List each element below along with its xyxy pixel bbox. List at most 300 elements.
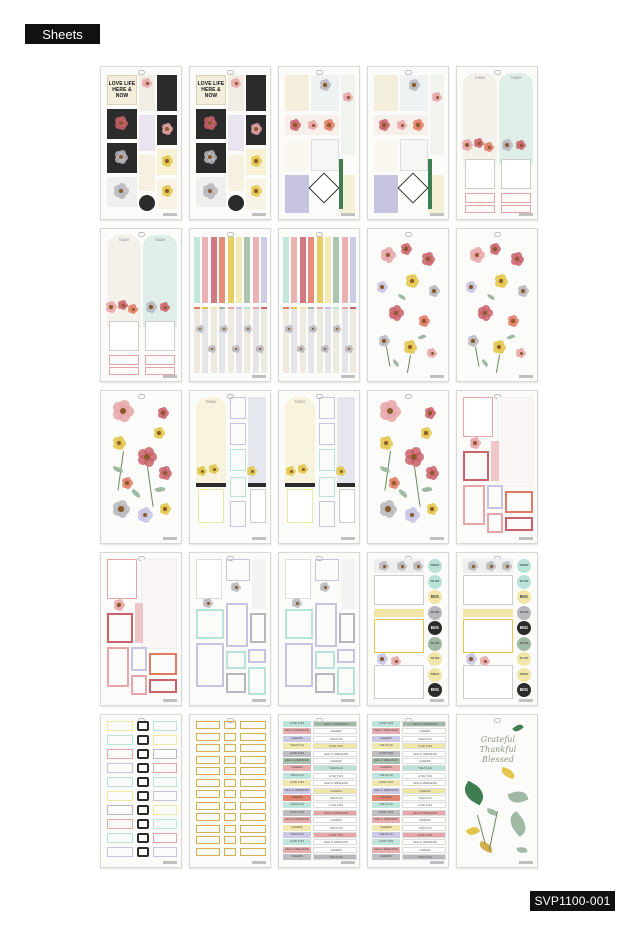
flower-center	[469, 285, 473, 289]
sticker-label: THE PLAN	[329, 767, 343, 771]
flower-icon	[118, 300, 128, 310]
sticker-label: THE PLAN	[379, 803, 393, 807]
flower-icon	[502, 561, 512, 571]
flower-icon	[285, 325, 293, 333]
washi-strip	[325, 307, 331, 373]
flower-icon	[426, 503, 438, 515]
page-title: Sheets	[42, 26, 83, 42]
frame	[463, 485, 485, 525]
frame	[107, 647, 129, 687]
frame	[196, 609, 224, 639]
washi-strip	[194, 307, 200, 373]
sticker-label: TO DO	[519, 641, 529, 645]
sticker-label: BIG	[519, 688, 529, 692]
word-strip	[402, 751, 446, 757]
flower-center	[163, 507, 167, 511]
check-box	[137, 735, 149, 745]
flower-center	[385, 506, 390, 511]
diamond-frame	[308, 172, 339, 203]
frame	[248, 649, 266, 663]
flower-center	[469, 657, 473, 661]
gold-box	[240, 756, 266, 764]
gold-box	[240, 721, 266, 729]
flower-center	[473, 441, 477, 445]
flower-center	[484, 660, 487, 663]
sticker-label: HELLO WEEKEND	[285, 847, 309, 851]
brand-logo-icon	[341, 375, 355, 378]
sticker-label: CHEERS	[330, 848, 342, 852]
flower-center	[428, 411, 432, 415]
word-strip	[372, 788, 400, 794]
sticker-label: CHEERS	[380, 796, 392, 799]
flower-icon	[203, 116, 217, 130]
box-outline	[107, 721, 133, 731]
flower-icon	[412, 119, 424, 131]
word-strip	[313, 736, 357, 742]
washi-strip	[300, 237, 306, 303]
frame	[505, 517, 533, 531]
frame	[319, 477, 335, 497]
sticker-sheet	[456, 552, 538, 706]
frame	[248, 667, 266, 695]
gold-box	[196, 744, 220, 752]
leaf-icon	[466, 825, 480, 838]
flower-center	[380, 285, 384, 289]
sticker-label: THE PLAN	[329, 826, 343, 830]
flower-icon	[420, 427, 432, 439]
flower-icon	[379, 400, 401, 422]
flower-icon	[465, 281, 477, 293]
frame	[465, 159, 495, 189]
lavender-tag	[139, 115, 155, 151]
sticker-label: HELLO WEEKEND	[413, 782, 437, 786]
stem	[414, 467, 421, 507]
leaf-icon	[487, 294, 496, 300]
flower-center	[302, 468, 305, 471]
panel	[311, 139, 339, 171]
word-strip	[402, 854, 446, 860]
round-sticker	[517, 559, 531, 573]
gold-box	[240, 733, 266, 741]
flower-icon	[202, 183, 218, 199]
frame	[226, 673, 246, 693]
frame	[230, 477, 246, 497]
word-strip	[283, 802, 311, 808]
strip	[252, 559, 266, 609]
flower-center	[417, 565, 420, 568]
sticker-sheet	[189, 66, 271, 220]
word-strip	[283, 788, 311, 794]
flower-center	[383, 565, 386, 568]
round-sticker	[517, 637, 531, 651]
sticker-label: HELLO WEEKEND	[285, 818, 309, 822]
flower-icon	[403, 340, 417, 354]
check-box	[137, 819, 149, 829]
gold-box	[224, 802, 236, 810]
word-strip	[372, 802, 400, 808]
gold-box	[196, 721, 220, 729]
word-strip	[372, 743, 400, 749]
flower-center	[422, 319, 426, 323]
gold-box	[240, 848, 266, 856]
word-strip	[402, 802, 446, 808]
flower-center	[324, 586, 327, 589]
word-strip	[313, 832, 357, 838]
frame	[315, 559, 339, 581]
stem	[407, 355, 411, 373]
sticker-label: LOVE THIS	[328, 804, 344, 808]
frame	[230, 397, 246, 419]
gold-box	[224, 790, 236, 798]
sticker-label: TODAY	[430, 564, 440, 567]
gold-box	[196, 825, 220, 833]
brand-logo-icon	[163, 861, 177, 864]
box-outline	[153, 819, 177, 829]
washi-strip	[228, 307, 234, 373]
brand-logo-icon	[430, 861, 444, 864]
sticker-label: THE PLAN	[418, 737, 432, 741]
sticker-label: CHEERS	[419, 848, 431, 852]
gold-box	[224, 733, 236, 741]
strip	[341, 559, 355, 609]
sticker-sheet	[456, 390, 538, 544]
flower-icon	[336, 466, 346, 476]
flower-icon	[405, 274, 419, 288]
sticker-label: HELLO WEEKEND	[285, 729, 309, 733]
frame	[319, 501, 335, 527]
word-strip	[313, 788, 357, 794]
word-strip	[372, 721, 400, 727]
word-strip	[402, 773, 446, 779]
flower-icon	[376, 281, 388, 293]
sheets-grid	[100, 66, 538, 866]
sticker-label: LOVE THIS	[378, 781, 394, 785]
flower-icon	[486, 561, 496, 571]
flower-icon	[404, 447, 424, 467]
round-tag	[228, 195, 244, 211]
gold-box	[196, 756, 220, 764]
flower-icon	[345, 345, 353, 353]
check-box	[137, 749, 149, 759]
flower-icon	[161, 123, 173, 135]
washi-strip	[283, 307, 289, 373]
sticker-label: LOVE THIS	[417, 774, 433, 778]
box-outline	[107, 819, 133, 829]
flower-icon	[309, 325, 317, 333]
washi-strip	[244, 237, 250, 303]
flower-icon	[469, 437, 481, 449]
washi-strip	[308, 307, 314, 373]
flower-center	[323, 83, 327, 87]
diamond-frame	[397, 172, 428, 203]
flower-icon	[408, 79, 420, 91]
flower-center	[213, 468, 216, 471]
frame	[285, 609, 313, 639]
flower-icon	[308, 120, 318, 130]
sticker-label: TO DO	[519, 579, 529, 583]
flower-center	[254, 127, 258, 131]
sticker-label: BIG	[430, 688, 440, 692]
sticker-label: BIG	[519, 595, 529, 599]
hole-punch-icon	[494, 718, 501, 723]
flower-center	[157, 431, 161, 435]
frame	[285, 643, 313, 687]
flower-icon	[333, 325, 341, 333]
word-strip	[402, 780, 446, 786]
brand-logo-icon	[430, 699, 444, 702]
frame	[339, 613, 355, 643]
leaf-icon	[421, 485, 432, 493]
check-box	[137, 805, 149, 815]
sticker-label: CHEERS	[419, 789, 431, 793]
sticker-label: TO DO	[519, 657, 529, 660]
frame	[463, 397, 493, 437]
tag	[228, 155, 244, 191]
sticker-label: LOVE LIFE HERE & NOW	[108, 81, 136, 99]
frame	[463, 619, 513, 653]
flower-icon	[388, 477, 400, 489]
sticker-label: HELLO WEEKEND	[413, 723, 437, 726]
flower-icon	[477, 305, 493, 321]
sticker-label: THE PLAN	[379, 773, 393, 777]
leaf-icon	[380, 466, 391, 473]
flower-center	[401, 124, 404, 127]
round-sticker	[428, 590, 442, 604]
sticker-label: CHEERS	[380, 766, 392, 770]
sticker-label: CHEERS	[380, 855, 392, 859]
flower-center	[404, 247, 408, 251]
sticker-label: TO DO	[430, 610, 440, 614]
flower-icon	[114, 116, 128, 130]
frame	[131, 675, 147, 695]
gold-box	[224, 767, 236, 775]
word-strip	[283, 847, 311, 853]
flower-center	[254, 189, 258, 193]
word-strip	[313, 743, 357, 749]
word-strip	[313, 817, 357, 823]
word-strip	[402, 847, 446, 853]
brand-logo-icon	[519, 213, 533, 216]
sticker-label: CHEERS	[291, 736, 303, 740]
notes-panel	[141, 559, 177, 649]
brand-logo-icon	[252, 213, 266, 216]
box-outline	[153, 749, 177, 759]
word-strip	[402, 736, 446, 742]
sticker-label: THE PLAN	[418, 856, 432, 860]
flower-center	[149, 305, 153, 309]
word-strip	[372, 854, 400, 860]
word-strip	[402, 728, 446, 734]
gold-box	[224, 813, 236, 821]
sticker-label: HELLO WEEKEND	[374, 729, 398, 733]
sticker-label: CHEERS	[330, 760, 342, 763]
frame	[463, 575, 513, 605]
sticker-sheet	[278, 228, 360, 382]
washi-strip	[236, 307, 242, 373]
sticker-label: TO DO	[430, 657, 440, 660]
flower-icon	[121, 477, 133, 489]
flower-center	[109, 305, 113, 309]
frame	[196, 559, 222, 599]
flower-icon	[400, 243, 412, 255]
sticker-label: CHEERS	[419, 819, 431, 823]
flower-center	[340, 470, 343, 473]
flower-icon	[319, 79, 331, 91]
flower-center	[432, 289, 436, 293]
word-strip	[283, 743, 311, 749]
box-outline	[153, 847, 177, 857]
flower-center	[144, 454, 150, 460]
flower-center	[382, 123, 386, 127]
flower-icon	[404, 507, 420, 523]
flower-icon	[113, 599, 125, 611]
round-sticker	[517, 652, 531, 666]
flower-icon	[320, 582, 330, 592]
word-strip	[283, 736, 311, 742]
word-strip	[402, 765, 446, 771]
flower-icon	[161, 155, 173, 167]
sticker-label: THE PLAN	[290, 803, 304, 807]
flower-icon	[231, 78, 241, 88]
box-outline	[153, 777, 177, 787]
label-frame	[109, 367, 139, 375]
sticker-label: TO DO	[430, 579, 440, 583]
flower-icon	[114, 150, 128, 164]
washi-strip	[300, 307, 306, 373]
flower-icon	[467, 335, 479, 347]
word-strip	[313, 728, 357, 734]
brand-logo-icon	[519, 861, 533, 864]
notes-panel	[497, 397, 533, 487]
sticker-label: BIG	[430, 626, 440, 630]
sticker-label: CHEERS	[330, 789, 342, 793]
box-outline	[153, 735, 177, 745]
hole-punch-icon	[494, 70, 501, 75]
flower-icon	[465, 653, 477, 665]
frame	[374, 665, 424, 699]
word-strip	[283, 721, 311, 727]
sticker-label: LOVE LIFE HERE & NOW	[197, 81, 225, 99]
sticker-label: CHEERS	[419, 760, 431, 763]
flower-center	[411, 454, 417, 460]
flower-icon	[378, 335, 390, 347]
word-strip	[402, 758, 446, 764]
flower-center	[122, 304, 125, 307]
sticker-label: TODAY	[510, 76, 522, 80]
label-frame	[465, 205, 495, 213]
sticker-sheet	[456, 66, 538, 220]
washi-strip	[283, 237, 289, 303]
washi-strip	[342, 307, 348, 373]
strip	[491, 441, 499, 481]
box-outline	[153, 763, 177, 773]
flower-icon	[128, 304, 138, 314]
sticker-label: LOVE THIS	[378, 810, 394, 814]
sticker-label: HELLO WEEKEND	[413, 811, 437, 815]
washi-strip	[350, 237, 356, 303]
word-strip	[283, 825, 311, 831]
sticker-label: LOVE THIS	[328, 774, 344, 778]
flower-icon	[159, 503, 171, 515]
washi-strip	[219, 237, 225, 303]
quote-panel	[374, 75, 398, 111]
gold-box	[240, 813, 266, 821]
gold-box	[196, 790, 220, 798]
flower-icon	[157, 407, 169, 419]
round-sticker	[428, 668, 442, 682]
gold-box	[196, 779, 220, 787]
frame	[287, 489, 313, 523]
word-strip	[313, 825, 357, 831]
check-box	[137, 721, 149, 731]
frame	[131, 647, 147, 671]
brand-logo-icon	[519, 375, 533, 378]
sticker-label: LOVE THIS	[417, 745, 433, 749]
lavender-tag	[228, 115, 244, 151]
flower-center	[117, 603, 121, 607]
flower-icon	[142, 78, 152, 88]
flower-center	[165, 159, 169, 163]
sticker-label: BIG	[430, 595, 440, 599]
flower-center	[165, 127, 169, 131]
sticker-label: HELLO WEEKEND	[324, 782, 348, 786]
dark-panel	[157, 75, 177, 111]
sticker-label: CHEERS	[419, 730, 431, 734]
brand-logo-icon	[163, 699, 177, 702]
sticker-label: TODAY	[205, 400, 217, 404]
brand-logo-icon	[163, 375, 177, 378]
flower-icon	[397, 561, 407, 571]
frame	[145, 321, 175, 351]
box-outline	[107, 749, 133, 759]
sticker-label: HELLO WEEKEND	[374, 759, 398, 762]
flower-icon	[160, 302, 170, 312]
leaf-icon	[512, 722, 524, 733]
flower-icon	[250, 155, 262, 167]
sticker-label: LOVE THIS	[289, 810, 305, 814]
sticker-label: LOVE THIS	[289, 840, 305, 844]
flower-center	[471, 339, 475, 343]
flower-icon	[380, 247, 396, 263]
flower-icon	[113, 183, 129, 199]
flower-center	[293, 123, 297, 127]
flower-icon	[474, 138, 484, 148]
frame	[463, 665, 513, 699]
gold-box	[196, 767, 220, 775]
brand-logo-icon	[430, 537, 444, 540]
flower-icon	[209, 464, 219, 474]
frame	[285, 559, 311, 599]
quote-panel	[374, 139, 398, 171]
frame	[226, 603, 248, 647]
flower-center	[401, 565, 404, 568]
brand-logo-icon	[252, 375, 266, 378]
lavender-panel	[285, 175, 309, 213]
word-strip	[313, 802, 357, 808]
word-strip	[313, 839, 357, 845]
frame	[337, 649, 355, 663]
word-strip	[372, 765, 400, 771]
flower-icon	[220, 325, 228, 333]
flower-icon	[378, 119, 390, 131]
leaf-icon	[500, 767, 516, 779]
sticker-sheet	[189, 714, 271, 868]
flower-center	[436, 96, 439, 99]
round-sticker	[428, 683, 442, 697]
flower-icon	[321, 345, 329, 353]
round-sticker	[517, 668, 531, 682]
word-strip	[372, 795, 400, 801]
